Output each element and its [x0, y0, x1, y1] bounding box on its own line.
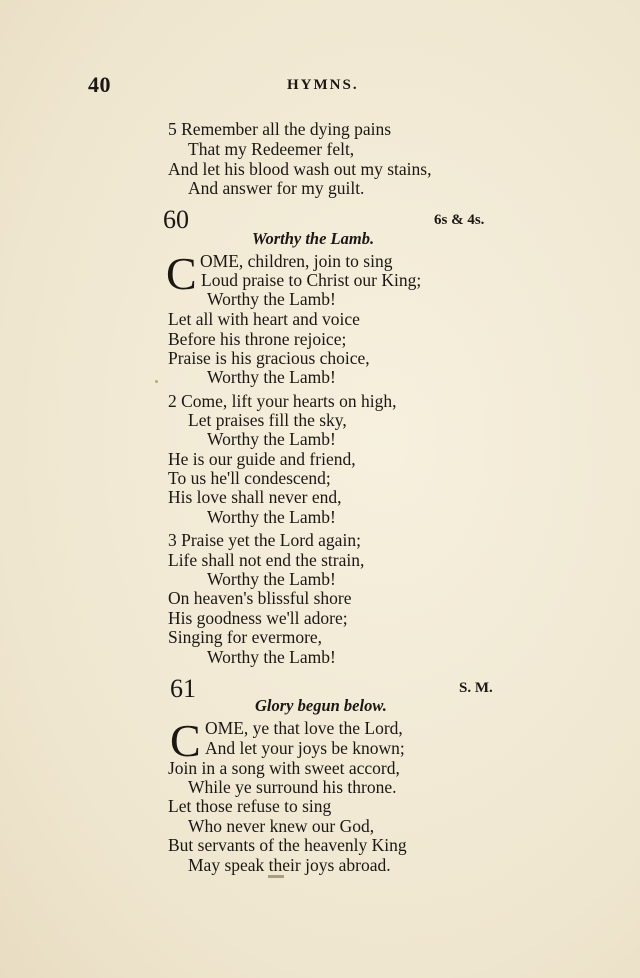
verse-line: That my Redeemer felt, — [188, 139, 355, 159]
verse-line: And let your joys be known; — [205, 738, 405, 758]
verse-line: And let his blood wash out my stains, — [168, 159, 432, 179]
hymn-meter: S. M. — [459, 680, 493, 696]
verse-line: Let praises fill the sky, — [188, 410, 347, 430]
hymn-title: Glory begun below. — [255, 696, 387, 715]
verse-line: Worthy the Lamb! — [207, 429, 336, 449]
verse-line: Join in a song with sweet accord, — [168, 758, 400, 778]
hymn-meter: 6s & 4s. — [434, 212, 485, 228]
verse-line: 5 Remember all the dying pains — [168, 119, 392, 139]
verse-line: But servants of the heavenly King — [168, 835, 407, 855]
verse-line: Worthy the Lamb! — [207, 289, 336, 309]
running-title: HYMNS. — [287, 77, 359, 93]
verse-line: His goodness we'll adore; — [168, 608, 348, 628]
verse-line: 3 Praise yet the Lord again; — [168, 530, 361, 550]
verse-line: And answer for my guilt. — [188, 178, 365, 198]
verse-line: Who never knew our God, — [188, 816, 375, 836]
verse-line: Let those refuse to sing — [168, 796, 332, 816]
verse-line: Worthy the Lamb! — [207, 507, 336, 527]
verse-line: Praise is his gracious choice, — [168, 348, 370, 368]
page-number: 40 — [88, 72, 111, 97]
verse-line: OME, children, join to sing — [200, 251, 393, 271]
hymn-number: 60 — [163, 205, 189, 234]
verse-line: Before his throne rejoice; — [168, 329, 347, 349]
verse-line: Let all with heart and voice — [168, 309, 360, 329]
verse-line: On heaven's blissful shore — [168, 588, 352, 608]
verse-line: His love shall never end, — [168, 487, 342, 507]
verse-line: Worthy the Lamb! — [207, 647, 336, 667]
verse-line: May speak their joys abroad. — [188, 855, 391, 875]
ink-smudge — [268, 875, 284, 878]
drop-cap: C — [166, 248, 197, 299]
drop-cap: C — [170, 715, 201, 766]
verse-line: To us he'll condescend; — [168, 468, 331, 488]
verse-line: While ye surround his throne. — [188, 777, 397, 797]
paper-spot — [155, 380, 158, 383]
verse-line: OME, ye that love the Lord, — [205, 718, 403, 738]
verse-line: Loud praise to Christ our King; — [201, 270, 422, 290]
verse-line: Worthy the Lamb! — [207, 367, 336, 387]
hymn-number: 61 — [170, 674, 196, 703]
hymn-title: Worthy the Lamb. — [252, 229, 375, 248]
verse-line: Life shall not end the strain, — [168, 550, 365, 570]
verse-line: He is our guide and friend, — [168, 449, 356, 469]
verse-line: 2 Come, lift your hearts on high, — [168, 391, 397, 411]
verse-line: Worthy the Lamb! — [207, 569, 336, 589]
verse-line: Singing for evermore, — [168, 627, 323, 647]
